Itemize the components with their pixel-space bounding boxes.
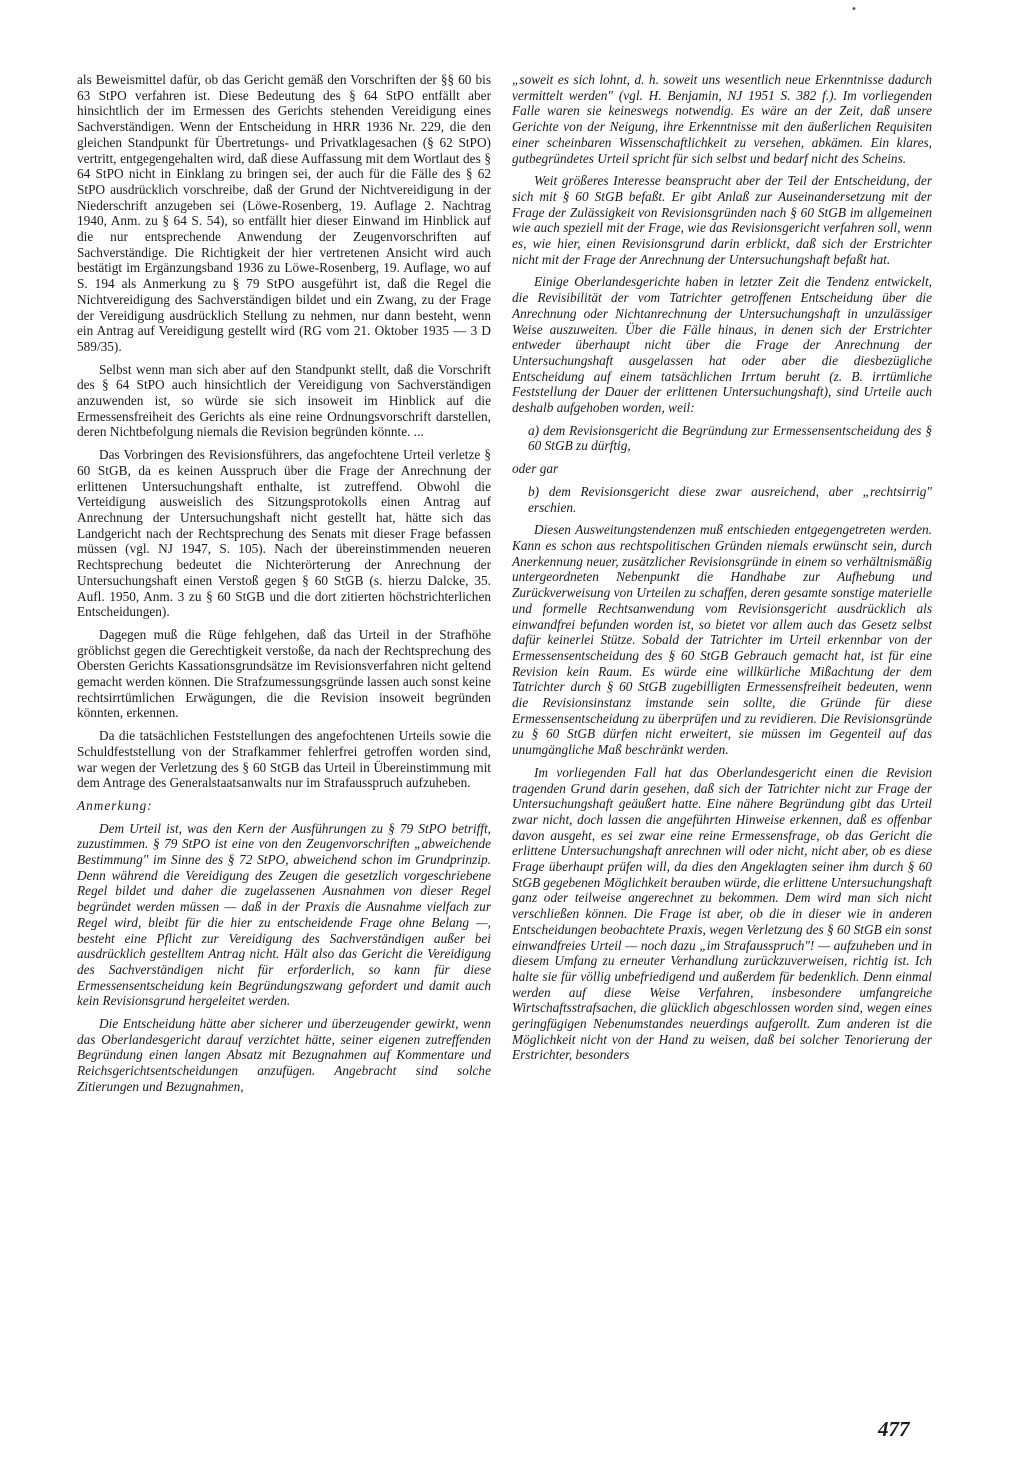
annotation-paragraph: Einige Oberlandesgerichte haben in letzter Zeit die Tendenz entwickelt, die Revisibilität der vom Tatrichter getroffenen Entscheidung über die Anrechnung oder Nichtanrechnung der Untersuchungshaft in unzulässiger Weise auszuweiten. Über die Fälle hinaus, in denen sich der Erstrichter entweder überhaupt nicht über die Frage der Anrechnung der Untersuchungshaft ausgelassen hat oder aber die diesbezügliche Entscheidung auf einem tatsächlichen Irrtum beruht (z. B. irrtümliche Feststellung der Dauer der erlittenen Untersuchungshaft), sind Urteile auch deshalb aufgehoben worden, weil:: [512, 274, 932, 416]
paragraph: Dagegen muß die Rüge fehlgehen, daß das Urteil in der Strafhöhe gröblichst gegen die Gerechtigkeit verstoße, da nach der Rechtsprechung des Obersten Gerichts Kassationsgrundsätze im Revisionsverfahren nicht geltend gemacht werden können. Die Strafzumessungsgründe lassen auch sonst keine rechtsirrtümlichen Erwägungen, die die Revision insoweit begründen könnten, erkennen.: [77, 626, 491, 721]
left-column: [77, 72, 491, 1102]
annotation-paragraph: Diesen Ausweitungstendenzen muß entschieden entgegengetreten werden. Kann es schon aus rechtspolitischen Gründen niemals erwünscht sein, durch Anerkennung neuer, zusätzlicher Revisionsgründe in einem so verhältnismäßig untergeordneten Nebenpunkt die Handhabe zur Aufhebung und Zurückverweisung von Urteilen zu schaffen, deren gesamte sonstige materielle und formelle Rechtsanwendung vom Revisionsgericht ausdrücklich als einwandfrei befunden worden ist, so bietet vor allem auch das Gesetz selbst dafür keinerlei Stütze. Sobald der Tatrichter im Urteil erkennbar von der Ermessensentscheidung des § 60 StGB Gebrauch gemacht hat, ist für eine Revision kein Raum. Es würde eine willkürliche Mißachtung der dem Tatrichter durch § 60 StGB zugebilligten Ermessensfreiheit bedeuten, wenn die Revisionsinstanz imstande sein sollte, die Gründe für diese Ermessensentscheidung zu überprüfen und zu revidieren. Die Revisionsgründe zu § 60 StGB dürfen nicht erweitert, sie müssen im Gegenteil auf das unumgängliche Maß beschränkt werden.: [512, 522, 932, 758]
list-connector: oder gar: [512, 461, 559, 477]
annotation-paragraph: Weit größeres Interesse beansprucht aber der Teil der Entscheidung, der sich mit § 60 StGB befaßt. Er gibt Anlaß zur Auseinandersetzung mit der Frage der Zulässigkeit von Revisionsgründen nach § 60 StGB im allgemeinen wie auch speziell mit der Frage, wie das Revisionsgericht verfahren soll, wenn es, wie hier, einen Revisionsgrund darin erblickt, daß sich der Erstrichter nicht mit der Frage der Anrechnung der Untersuchungshaft befaßt hat.: [512, 173, 932, 267]
annotation-paragraph: Dem Urteil ist, was den Kern der Ausführungen zu § 79 StPO betrifft, zuzustimmen. § 79 StPO ist eine von den Zeugenvorschriften „abweichende Bestimmung" im Sinne des § 72 StPO, abweichend schon im Grundprinzip. Denn während die Vereidigung des Zeugen die gesetzlich vorgeschriebene Regel bildet und daher die zugelassenen Ausnahmen von dieser Regel begründet werden müssen — daß in der Praxis die Ausnahme vielfach zur Regel wird, bleibt für die hier zu entscheidende Frage ohne Belang —, besteht eine Pflicht zur Vereidigung des Sachverständigen außer bei ausdrücklich gestelltem Antrag nicht. Hält also das Gericht die Vereidigung des Sachverständigen nicht für erforderlich, so kann für diese Ermessensentscheidung kein Begründungszwang gefordert und damit auch kein Revisionsgrund hergeleitet werden.: [77, 820, 491, 1009]
page-number: 477: [878, 1417, 910, 1441]
annotation-paragraph: Die Entscheidung hätte aber sicherer und überzeugender gewirkt, wenn das Oberlandesgericht darauf verzichtet hätte, seiner eigenen zutreffenden Begründung einen langen Absatz mit Bezugnahmen auf Kommentare und Reichsgerichtsentscheidungen anzufügen. Angebracht sind solche Zitierungen und Bezugnahmen,: [77, 1016, 491, 1094]
paragraph: Da die tatsächlichen Feststellungen des angefochtenen Urteils sowie die Schuldfeststellung von der Strafkammer fehlerfrei getroffen worden sind, war wegen der Verletzung des § 60 StGB das Urteil in Übereinstimmung mit dem Antrage des Generalstaatsanwalts nur im Strafausspruch aufzuheben.: [77, 728, 491, 791]
annotation-paragraph: „soweit es sich lohnt, d. h. soweit uns wesentlich neue Erkenntnisse dadurch vermittelt werden" (vgl. H. Benjamin, NJ 1951 S. 382 f.). Im vorliegenden Falle waren sie keineswegs notwendig. Es wäre an der Zeit, daß unsere Gerichte von der Neigung, ihre Erkenntnisse mit den äußerlichen Requisiten einer scheinbaren Wissenschaftlichkeit zu versehen, abkämen. Ein klares, gutbegründetes Urteil spricht für sich selbst und bedarf nicht des Scheins.: [512, 72, 932, 166]
paragraph: Selbst wenn man sich aber auf den Standpunkt stellt, daß die Vorschrift des § 64 StPO auch hinsichtlich der Vereidigung von Sachverständigen anzuwenden ist, so würde sie sich insoweit im Hinblick auf die Ermessensfreiheit des Gerichts als eine reine Ordnungsvorschrift darstellen, deren Nichtbefolgung niemals die Revision begründen könnte. ...: [77, 361, 491, 440]
annotation-heading: Anmerkung:: [77, 797, 153, 813]
annotation-paragraph: Im vorliegenden Fall hat das Oberlandesgericht einen die Revision tragenden Grund darin gesehen, daß sich der Tatrichter nicht zur Frage der Untersuchungshaft geäußert hatte. Eine nähere Begründung gibt das Urteil zwar nicht, doch lassen die angeführten Hinweise erkennen, daß es offenbar davon ausgeht, es sei zwar eine reine Ermessensfrage, ob das Gericht die erlittene Untersuchungshaft anrechnen will oder nicht, nicht aber, ob es diese Frage überhaupt prüfen will, da dies den Angeklagten seiner ihm durch § 60 StGB gegebenen Möglichkeit berauben würde, die erlittene Untersuchungshaft ganz oder teilweise angerechnet zu bekommen. Dem wird man sich nicht verschließen können. Die Frage ist aber, ob die in dieser wie in anderen Entscheidungen beobachtete Praxis, wegen Verletzung des § 60 StGB ein sonst einwandfreies Urteil — noch dazu „im Strafausspruch"! — aufzuheben und in diesem Umfang zu erneuter Verhandlung zurückzuverweisen, richtig ist. Ich halte sie für völlig unbefriedigend und außerdem für bedenklich. Denn einmal werden auf diese Weise Verfahren, insbesondere umfangreiche Wirtschaftsstrafsachen, die glücklich abgeschlossen worden sind, wegen eines geringfügigen Nebenumstandes neuerdings aufgerollt. Zum anderen ist die Möglichkeit nicht von der Hand zu weisen, daß bei solcher Tenorierung der Erstrichter, besonders: [512, 764, 932, 1063]
paragraph: als Beweismittel dafür, ob das Gericht gemäß den Vorschriften der §§ 60 bis 63 StPO verfahren ist. Diese Bedeutung des § 64 StPO entfällt aber hinsichtlich der im Ermessen des Gerichts stehenden Vereidigung eines Sachverständigen. Wenn der Entscheidung in HRR 1936 Nr. 229, die den gleichen Standpunkt für Übertretungs- und Privatklagesachen (§ 62 StPO) vertritt, entgegengehalten wird, daß diese Auffassung mit dem Wortlaut des § 64 StPO nicht in Einklang zu bringen sei, der auch für die Fälle des § 62 StPO ausdrücklich vorschreibe, daß der Grund der Nichtvereidigung in der Niederschrift anzugeben sei (Löwe-Rosenberg, 19. Auflage 2. Nachtrag 1940, Anm. zu § 64 S. 54), so entfällt hier dieser Einwand im Hinblick auf die nur entsprechende Anwendung der Zeugenvorschriften auf Sachverständige. Die Richtigkeit der hier vertretenen Ansicht wird auch bestätigt im Ergänzungsband 1936 zu Löwe-Rosenberg, 19. Auflage, wo auf S. 194 als Anmerkung zu § 79 StPO ausgeführt ist, daß die Regel die Nichtvereidigung des Sachverständigen bildet und ein Zwang, zu der Frage der Vereidigung ausdrücklich Stellung zu nehmen, nur dann besteht, wenn ein Antrag auf Vereidigung gestellt wird (RG vom 21. Oktober 1935 — 3 D 589/35).: [77, 72, 491, 354]
corner-mark: •: [851, 4, 857, 15]
list-item: b) dem Revisionsgericht diese zwar ausreichend, aber „rechtsirrig" erschien.: [528, 483, 932, 515]
paragraph: Das Vorbringen des Revisionsführers, das angefochtene Urteil verletze § 60 StGB, da es keinen Ausspruch über die Frage der Anrechnung der erlittenen Untersuchungshaft enthalte, ist zutreffend. Obwohl die Verteidigung ausweislich des Sitzungsprotokolls einen Antrag auf Anrechnung der Untersuchungshaft nicht gestellt hat, hätte sich das Landgericht nach der Rechtsprechung des Senats mit dieser Frage befassen müssen (vgl. NJ 1947, S. 105). Nach der übereinstimmenden neueren Rechtsprechung bedeutet die Nichterörterung der Anrechnung der Untersuchungshaft einen Verstoß gegen § 60 StGB (s. hierzu Dalcke, 35. Aufl. 1950, Anm. 3 zu § 60 StGB und die dort zitierten höchstrichterlichen Entscheidungen).: [77, 447, 491, 620]
list-item: a) dem Revisionsgericht die Begründung zur Ermessensentscheidung des § 60 StGB zu dürftig,: [528, 422, 932, 454]
right-column: [512, 72, 932, 1070]
